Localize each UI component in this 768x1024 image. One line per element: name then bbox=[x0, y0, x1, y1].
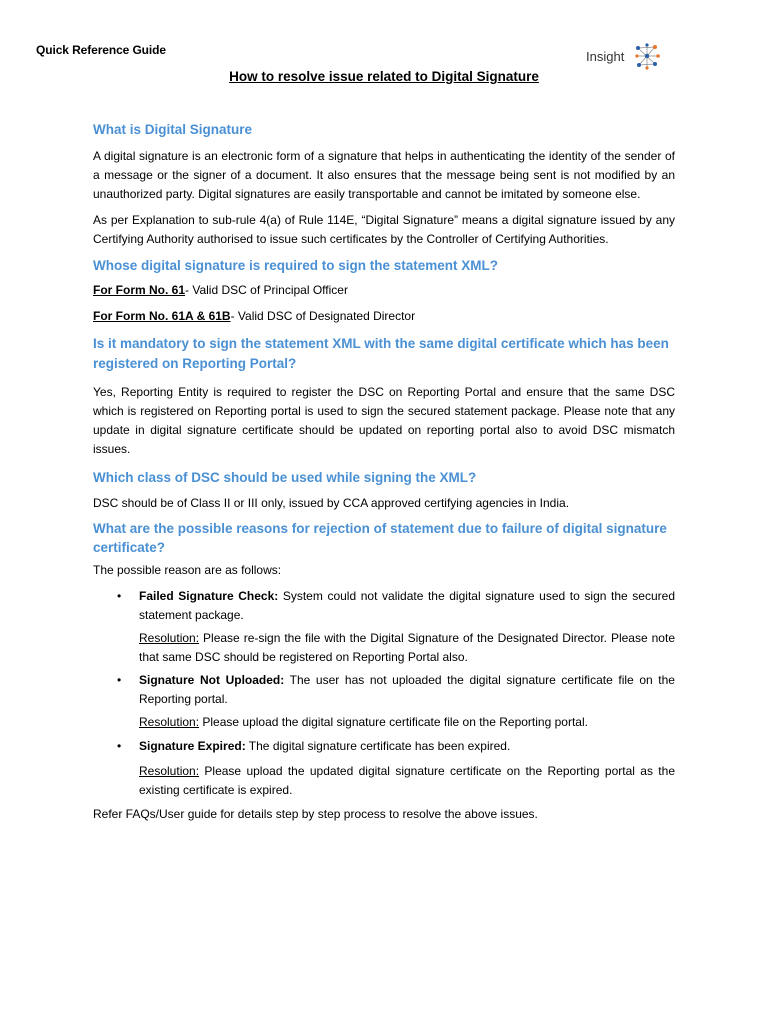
heading-dsc-class: Which class of DSC should be used while signing the XML? bbox=[93, 470, 477, 485]
list-item bbox=[93, 671, 675, 732]
form-61ab-line bbox=[93, 307, 675, 326]
reason-title: Signature Not Uploaded: bbox=[139, 673, 285, 687]
document-title: How to resolve issue related to Digital Signature bbox=[229, 69, 539, 84]
paragraph-definition: A digital signature is an electronic form of a signature that helps in authenticating the identity of the sender of a message or the signer of a document. It also ensures that the message being sent is not modified by an unauthorized party. Digital signatures are easily transportable and cannot be imitated by someone else. bbox=[93, 149, 675, 201]
reason-text: The user has not uploaded the digital signature certificate file on the Reporting portal. bbox=[139, 673, 675, 706]
paragraph-rule-114e: As per Explanation to sub-rule 4(a) of Rule 114E, “Digital Signature” means a digital signature issued by any Certifying Authority authorised to issue such certificates by the Controller of Certifying Authorities. bbox=[93, 213, 675, 246]
bullet-icon: • bbox=[117, 739, 122, 753]
heading-rejection-reasons: What are the possible reasons for rejection of statement due to failure of digital signature certificate? bbox=[93, 521, 667, 555]
form-61-line bbox=[93, 281, 675, 300]
heading-whose-signature: Whose digital signature is required to sign the statement XML? bbox=[93, 258, 499, 273]
reasons-list bbox=[93, 587, 675, 800]
resolution-label: Resolution: bbox=[139, 631, 200, 645]
form-61ab-text: - Valid DSC of Designated Director bbox=[230, 309, 416, 323]
reason-text: The digital signature certificate has been expired. bbox=[245, 739, 511, 753]
document-body bbox=[93, 120, 675, 824]
header-guide-label: Quick Reference Guide bbox=[36, 43, 166, 57]
reason-title: Signature Expired: bbox=[139, 739, 246, 753]
reason-resolution bbox=[139, 713, 675, 732]
reason-resolution bbox=[139, 629, 675, 667]
form-61ab-label: For Form No. 61A & 61B bbox=[93, 309, 231, 323]
resolution-text: Please re-sign the file with the Digital Signature of the Designated Director. Please note that same DSC should be registered on Reporting Portal also. bbox=[139, 631, 675, 664]
resolution-label: Resolution: bbox=[139, 764, 200, 778]
heading-mandatory: Is it mandatory to sign the statement XML with the same digital certificate which has been registered on Reporting Portal? bbox=[93, 336, 669, 371]
bullet-icon: • bbox=[117, 589, 122, 603]
paragraph-footer-refer: Refer FAQs/User guide for details step by step process to resolve the above issues. bbox=[93, 807, 538, 821]
bullet-icon: • bbox=[117, 673, 122, 687]
paragraph-reasons-intro: The possible reason are as follows: bbox=[93, 563, 282, 577]
network-star-icon bbox=[633, 42, 663, 72]
reason-resolution bbox=[139, 762, 675, 800]
reason-text: System could not validate the digital signature used to sign the secured statement package. bbox=[139, 589, 675, 622]
form-61-label: For Form No. 61 bbox=[93, 283, 186, 297]
reason-description bbox=[139, 671, 675, 709]
resolution-text: Please upload the digital signature certificate file on the Reporting portal. bbox=[199, 715, 588, 729]
list-item bbox=[93, 587, 675, 667]
resolution-label: Resolution: bbox=[139, 715, 200, 729]
heading-what-is-digital-signature: What is Digital Signature bbox=[93, 122, 253, 137]
paragraph-dsc-class: DSC should be of Class II or III only, issued by CCA approved certifying agencies in India. bbox=[93, 496, 570, 510]
resolution-text: Please upload the updated digital signature certificate on the Reporting portal as the existing certificate is expired. bbox=[139, 764, 675, 797]
paragraph-mandatory: Yes, Reporting Entity is required to register the DSC on Reporting Portal and ensure that the same DSC which is registered on Reporting portal is used to sign the secured statement package. Please note that any update in digital signature certificate should be updated on reporting portal also to avoid DSC mismatch issues. bbox=[93, 385, 675, 456]
reason-description bbox=[139, 587, 675, 625]
logo-text: Insight bbox=[586, 49, 625, 64]
form-61-text: - Valid DSC of Principal Officer bbox=[185, 283, 348, 297]
reason-description bbox=[139, 737, 675, 756]
list-item bbox=[93, 737, 675, 800]
reason-title: Failed Signature Check: bbox=[139, 589, 279, 603]
